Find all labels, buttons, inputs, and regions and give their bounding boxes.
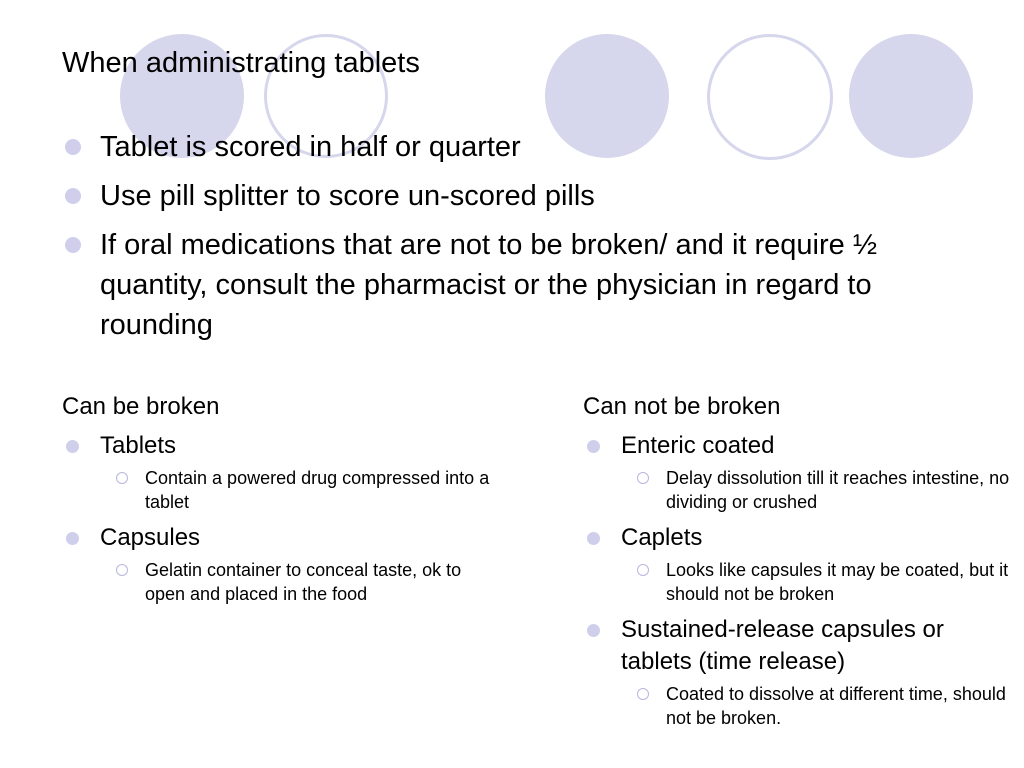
sub-list-item-text: Gelatin container to conceal taste, ok to open and placed in the food xyxy=(145,560,462,604)
main-bullet-item xyxy=(62,127,902,167)
bullet-dot-icon xyxy=(587,440,600,453)
main-bullet-item xyxy=(62,225,902,345)
sub-list xyxy=(621,558,1013,606)
bullet-ring-icon xyxy=(637,564,649,576)
bullet-ring-icon xyxy=(116,564,128,576)
bullet-dot-icon xyxy=(66,532,79,545)
bullet-dot-icon xyxy=(65,139,81,155)
list-item xyxy=(62,430,502,514)
bullet-dot-icon xyxy=(65,188,81,204)
bullet-dot-icon xyxy=(587,532,600,545)
sub-list-item xyxy=(666,682,1013,730)
list-item-label: Sustained-release capsules or tablets (time release) xyxy=(621,616,944,675)
sub-list-item xyxy=(666,466,1013,514)
sub-list xyxy=(100,466,502,514)
bullet-ring-icon xyxy=(637,472,649,484)
main-bullet-list xyxy=(62,127,902,354)
sub-list-item-text: Looks like capsules it may be coated, but it should not be broken xyxy=(666,560,1009,604)
sub-list xyxy=(621,466,1013,514)
list-item xyxy=(583,614,1013,730)
sub-list-item-text: Delay dissolution till it reaches intestine, no dividing or crushed xyxy=(666,468,1010,512)
list-item-label: Capsules xyxy=(100,524,201,551)
right-column-heading: Can not be broken xyxy=(583,393,781,420)
sub-list xyxy=(621,682,1013,730)
sub-list-item-text: Coated to dissolve at different time, should not be broken. xyxy=(666,684,1006,728)
slide-title: When administrating tablets xyxy=(62,47,420,79)
sub-list-item-text: Contain a powered drug compressed into a tablet xyxy=(145,468,490,512)
right-column xyxy=(583,390,1013,738)
main-bullet-text: If oral medications that are not to be broken/ and it require ½ quantity, consult the pharmacist or the physician in regard to rounding xyxy=(100,229,878,341)
left-column-heading: Can be broken xyxy=(62,393,220,420)
right-column-list xyxy=(583,430,1013,730)
bullet-ring-icon xyxy=(637,688,649,700)
list-item-label: Tablets xyxy=(100,432,177,459)
list-item-label: Caplets xyxy=(621,524,703,551)
left-column xyxy=(62,390,502,614)
list-item xyxy=(583,430,1013,514)
sub-list-item xyxy=(666,558,1013,606)
sub-list-item xyxy=(145,558,502,606)
main-bullet-item xyxy=(62,176,902,216)
sub-list xyxy=(100,558,502,606)
sub-list-item xyxy=(145,466,502,514)
list-item xyxy=(62,522,502,606)
bullet-dot-icon xyxy=(587,624,600,637)
list-item-label: Enteric coated xyxy=(621,432,775,459)
bullet-dot-icon xyxy=(65,237,81,253)
list-item xyxy=(583,522,1013,606)
main-bullet-text: Tablet is scored in half or quarter xyxy=(100,131,521,163)
bullet-ring-icon xyxy=(116,472,128,484)
left-column-list xyxy=(62,430,502,606)
main-bullet-text: Use pill splitter to score un-scored pills xyxy=(100,180,595,212)
bullet-dot-icon xyxy=(66,440,79,453)
